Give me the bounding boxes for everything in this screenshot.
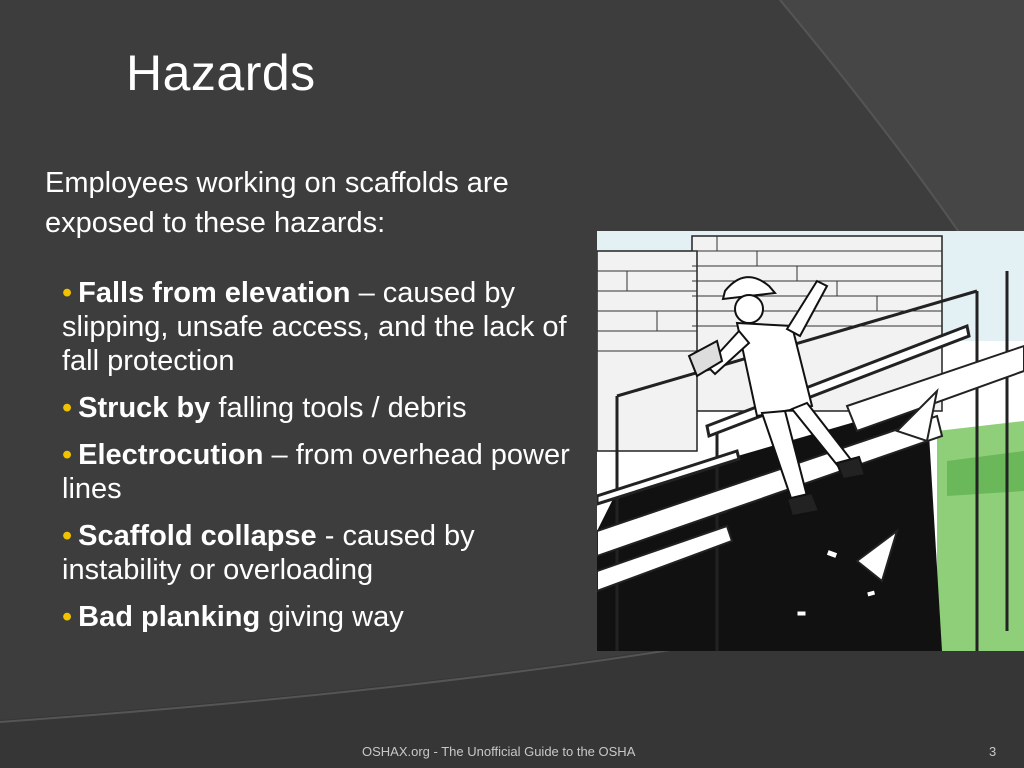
bullet-icon: • — [62, 392, 73, 424]
footer-text: OSHAX.org - The Unofficial Guide to the OSHA — [362, 744, 636, 759]
hazard-desc: – from overhead power lines — [62, 439, 570, 505]
hazard-term: Struck by — [78, 392, 211, 424]
list-item — [62, 600, 582, 634]
hazard-term: Falls from elevation — [78, 277, 351, 309]
bullet-icon: • — [62, 520, 73, 552]
scaffold-fall-drawing — [597, 231, 1024, 651]
list-item — [62, 519, 582, 587]
hazard-term: Bad planking — [78, 601, 261, 633]
hazard-term: Electrocution — [78, 439, 264, 471]
intro-text: Employees working on scaffolds are exposed to these hazards: — [45, 167, 509, 239]
scaffold-fall-illustration — [597, 231, 1024, 651]
hazard-desc: falling tools / debris — [210, 392, 467, 424]
bullet-icon: • — [62, 277, 73, 309]
list-item — [62, 276, 582, 378]
hazard-desc: giving way — [260, 601, 404, 633]
slide-title: Hazards — [126, 45, 316, 101]
bullet-icon: • — [62, 601, 73, 633]
hazard-desc: – caused by slipping, unsafe access, and the lack of fall protection — [62, 277, 567, 377]
page-number: 3 — [989, 744, 997, 759]
bullet-icon: • — [62, 439, 73, 471]
hazard-list — [62, 276, 582, 647]
hazard-term: Scaffold collapse — [78, 520, 317, 552]
hazard-desc: - caused by instability or overloading — [62, 520, 475, 586]
list-item — [62, 391, 582, 425]
list-item — [62, 438, 582, 506]
